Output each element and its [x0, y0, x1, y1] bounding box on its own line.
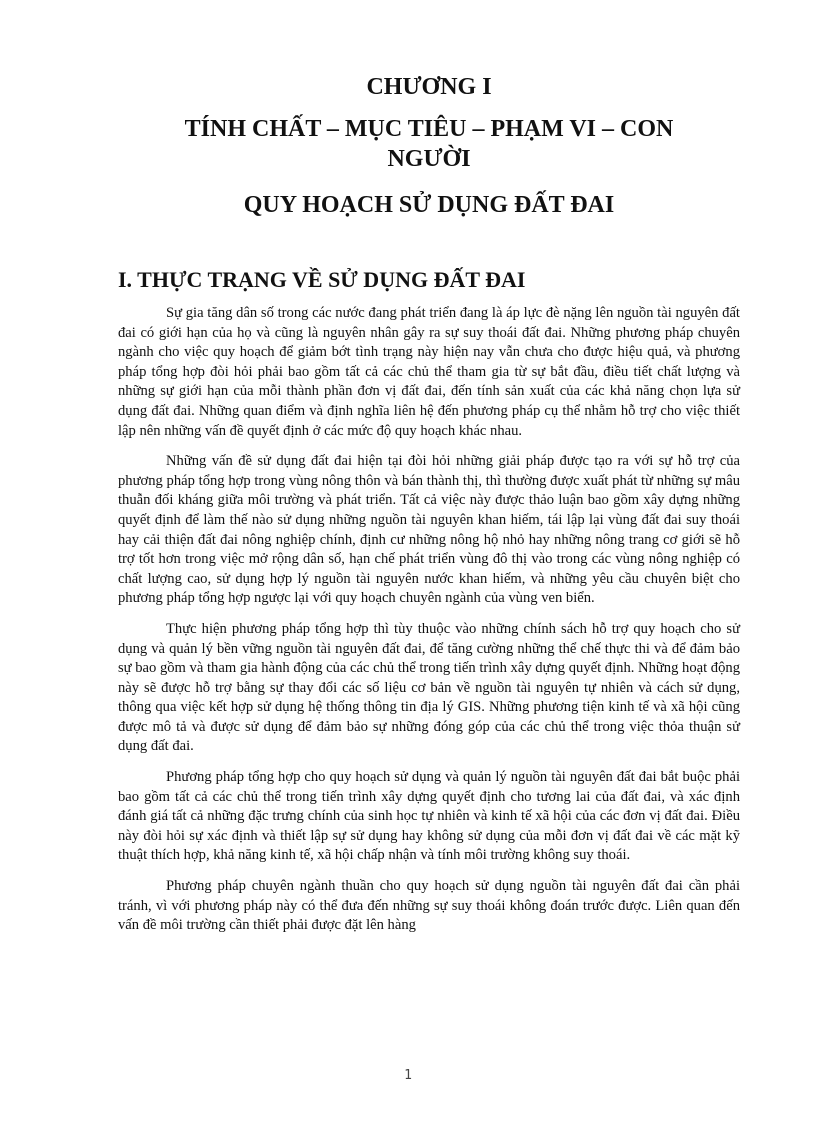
section-heading: I. THỰC TRẠNG VỀ SỬ DỤNG ĐẤT ĐAI [118, 267, 526, 292]
paragraph: Những vấn đề sử dụng đất đai hiện tại đòi hỏi những giải pháp được tạo ra với sự hỗ trợ của phương pháp tổng hợp trong vùng nông thôn và bán thành thị, thì thường được xuất phát từ những sự mâu thuẫn đối kháng giữa môi trường và phát triển. Tất cả việc này được thảo luận bao gồm xây dựng những quyết định để làm thế nào sử dụng những nguồn tài nguyên khan hiếm, tái lập lại vùng đất đai suy thoái hay cải thiện đất đai nông nghiệp chính, định cư những nông hộ nhỏ hay những nông trang cơ giới sẽ hỗ trợ tốt hơn trong việc mở rộng dân số, hạn chế phát triển vùng đô thị vào trong các vùng nông nghiệp có chất lượng cao, sử dụng hợp lý nguồn tài nguyên nước khan hiếm, và những yêu cầu chuyên biệt cho phương pháp tổng hợp ngược lại với quy hoạch chuyên ngành của vùng ven biển. [118, 453, 740, 607]
paragraph: Sự gia tăng dân số trong các nước đang phát triển đang là áp lực đè nặng lên nguồn tài nguyên đất đai có giới hạn của họ và cũng là nguyên nhân gây ra sự suy thoái đất đai. Những phương pháp chuyên ngành cho việc quy hoạch để giảm bớt tình trạng này hiện nay vẫn chưa cho được hiệu quả, và phương pháp tổng hợp đòi hỏi phải bao gồm tất cả các chủ thể tham gia từ sự bắt đầu, điều tiết chất lượng và những sự giới hạn của mỗi thành phần đơn vị đất đai, đến tính sản xuất của các khả năng chọn lựa sử dụng đất đai. Những quan điểm và định nghĩa liên hệ đến phương pháp cụ thể nhằm hỗ trợ cho việc thiết lập nên những vấn đề quyết định ở các mức độ quy hoạch khác nhau. [118, 305, 740, 439]
paragraph: Phương pháp tổng hợp cho quy hoạch sử dụng và quản lý nguồn tài nguyên đất đai bắt buộc phải bao gồm tất cả các chủ thể trong tiến trình xây dựng quyết định cho tương lai của đất đai, và xác định đánh giá tất cả những đặc trưng chính của sinh học tự nhiên và kinh tế xã hội của các đơn vị đất đai. Điều này đòi hỏi sự xác định và thiết lập sự sử dụng hay không sử dụng của mỗi đơn vị đất đai về các mặt kỹ thuật thích hợp, khả năng kinh tế, xã hội chấp nhận và tính môi trường không suy thoái. [118, 769, 740, 864]
chapter-subtitle: QUY HOẠCH SỬ DỤNG ĐẤT ĐAI [243, 192, 615, 218]
paragraph: Phương pháp chuyên ngành thuần cho quy hoạch sử dụng nguồn tài nguyên đất đai cần phải tránh, vì với phương pháp này có thể đưa đến những sự suy thoái không đoán trước được. Liên quan đến vấn đề môi trường cần thiết phải được đặt lên hàng [118, 878, 740, 934]
page-number: 1 [404, 1068, 412, 1083]
chapter-heading: CHƯƠNG I [366, 74, 492, 100]
chapter-title-line-2: NGƯỜI [387, 146, 471, 172]
chapter-title-line-1: TÍNH CHẤT – MỤC TIÊU – PHẠM VI – CON [184, 116, 674, 142]
paragraph: Thực hiện phương pháp tổng hợp thì tùy thuộc vào những chính sách hỗ trợ quy hoạch cho sử dụng và quản lý bền vững nguồn tài nguyên đất đai, để tăng cường những thể chế thực thi và để đảm bảo sự bao gồm và tham gia hành động của các chủ thể trong tiến trình xây dựng quyết định. Những hoạt động này sẽ được hỗ trợ bằng sự thay đổi các số liệu cơ bản về nguồn tài nguyên tự nhiên và cách sử dụng, thông qua việc kết hợp sử dụng hệ thống thông tin địa lý GIS. Những phương tiện kinh tế và xã hội cũng được mô tả và được sử dụng để đảm bảo sự những đóng góp của các chủ thể trong việc thỏa thuận sử dụng đất đai. [118, 620, 740, 755]
chapter-title [118, 114, 740, 174]
document-page [118, 72, 740, 947]
